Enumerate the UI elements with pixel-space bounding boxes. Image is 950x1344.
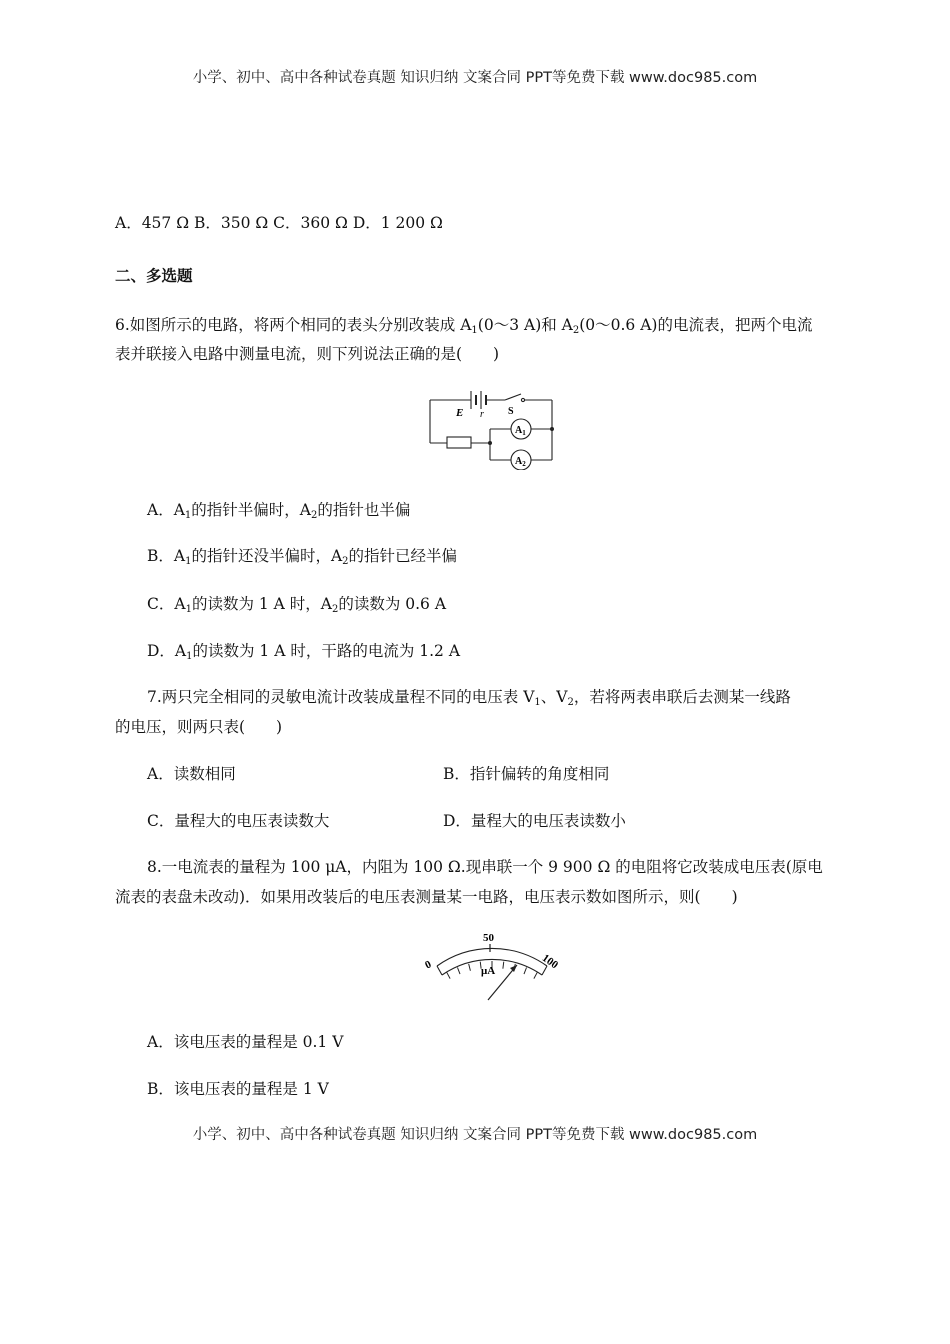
page-header: 小学、初中、高中各种试卷真题 知识归纳 文案合同 PPT等免费下载 www.doc985.com <box>192 70 758 86</box>
ammeter-A1-label: $A_1$ <box>515 425 526 437</box>
q7-option-b: B．指针偏转的角度相同 <box>443 765 610 783</box>
junction-dot <box>488 441 492 445</box>
q8-option-a: A．该电压表的量程是 0.1 V <box>147 1033 344 1051</box>
q6-stem-line1: 6.如图所示的电路，将两个相同的表头分别改装成 $A_1(0\sim 3$ A)和 $A_2(0\sim 0.6$ A)的电流表，把两个电流 <box>115 316 813 336</box>
dial-tick <box>447 972 450 978</box>
page-footer: 小学、初中、高中各种试卷真题 知识归纳 文案合同 PPT等免费下载 www.doc985.com <box>192 1127 758 1143</box>
dial-tick <box>534 972 537 978</box>
ammeter-A2-label: $A_2$ <box>515 456 526 468</box>
dial-tick <box>503 962 504 969</box>
q8-meter-dial <box>420 928 565 1008</box>
dial-label-100: 100 <box>539 952 561 972</box>
q6-option-c: C．$A_1$的读数为 1 A 时，$A_2$的读数为 0.6 A <box>147 595 447 615</box>
q8-option-b: B．该电压表的量程是 1 V <box>147 1080 329 1098</box>
junction-dot <box>550 427 554 431</box>
section-title: 二、多选题 <box>115 267 193 285</box>
q6-option-b: B．$A_1$的指针还没半偏时，$A_2$的指针已经半偏 <box>147 547 458 567</box>
label-E: E <box>456 407 464 419</box>
q5-options: A．457 Ω B．350 Ω C．360 Ω D．1 200 Ω <box>115 214 443 232</box>
dial-tick <box>457 967 460 974</box>
q7-option-c: C．量程大的电压表读数大 <box>147 812 330 830</box>
q7-option-d: D．量程大的电压表读数小 <box>443 812 626 830</box>
dial-tick <box>469 964 471 971</box>
q8-stem-line1: 8.一电流表的量程为 100 μA，内阻为 100 Ω.现串联一个 9 900 Ω 的电阻将它改装成电压表(原电 <box>147 858 823 876</box>
dial-label-0: 0 <box>423 958 434 972</box>
q7-option-a: A．读数相同 <box>147 765 236 783</box>
dial-tick <box>524 967 527 974</box>
label-S: S <box>508 406 514 417</box>
dial-unit: μA <box>481 965 496 977</box>
q6-stem-line2: 表并联接入电路中测量电流，则下列说法正确的是( ) <box>115 345 500 363</box>
q6-option-d: D．$A_1$的读数为 1 A 时，干路的电流为 1.2 A <box>147 642 461 662</box>
q8-stem-line2: 流表的表盘未改动)．如果用改装后的电压表测量某一电路，电压表示数如图所示，则( ) <box>115 888 738 906</box>
q7-stem-line1: 7.两只完全相同的灵敏电流计改装成量程不同的电压表 $V_1$、$V_2$，若将两表串联后去测某一线路 <box>147 688 791 708</box>
q7-stem-line2: 的电压，则两只表( ) <box>115 718 283 736</box>
q6-option-a: A．$A_1$的指针半偏时，$A_2$的指针也半偏 <box>147 501 411 521</box>
q6-circuit-diagram <box>425 385 560 470</box>
label-r: r <box>480 409 484 420</box>
dial-label-50: 50 <box>483 932 494 944</box>
